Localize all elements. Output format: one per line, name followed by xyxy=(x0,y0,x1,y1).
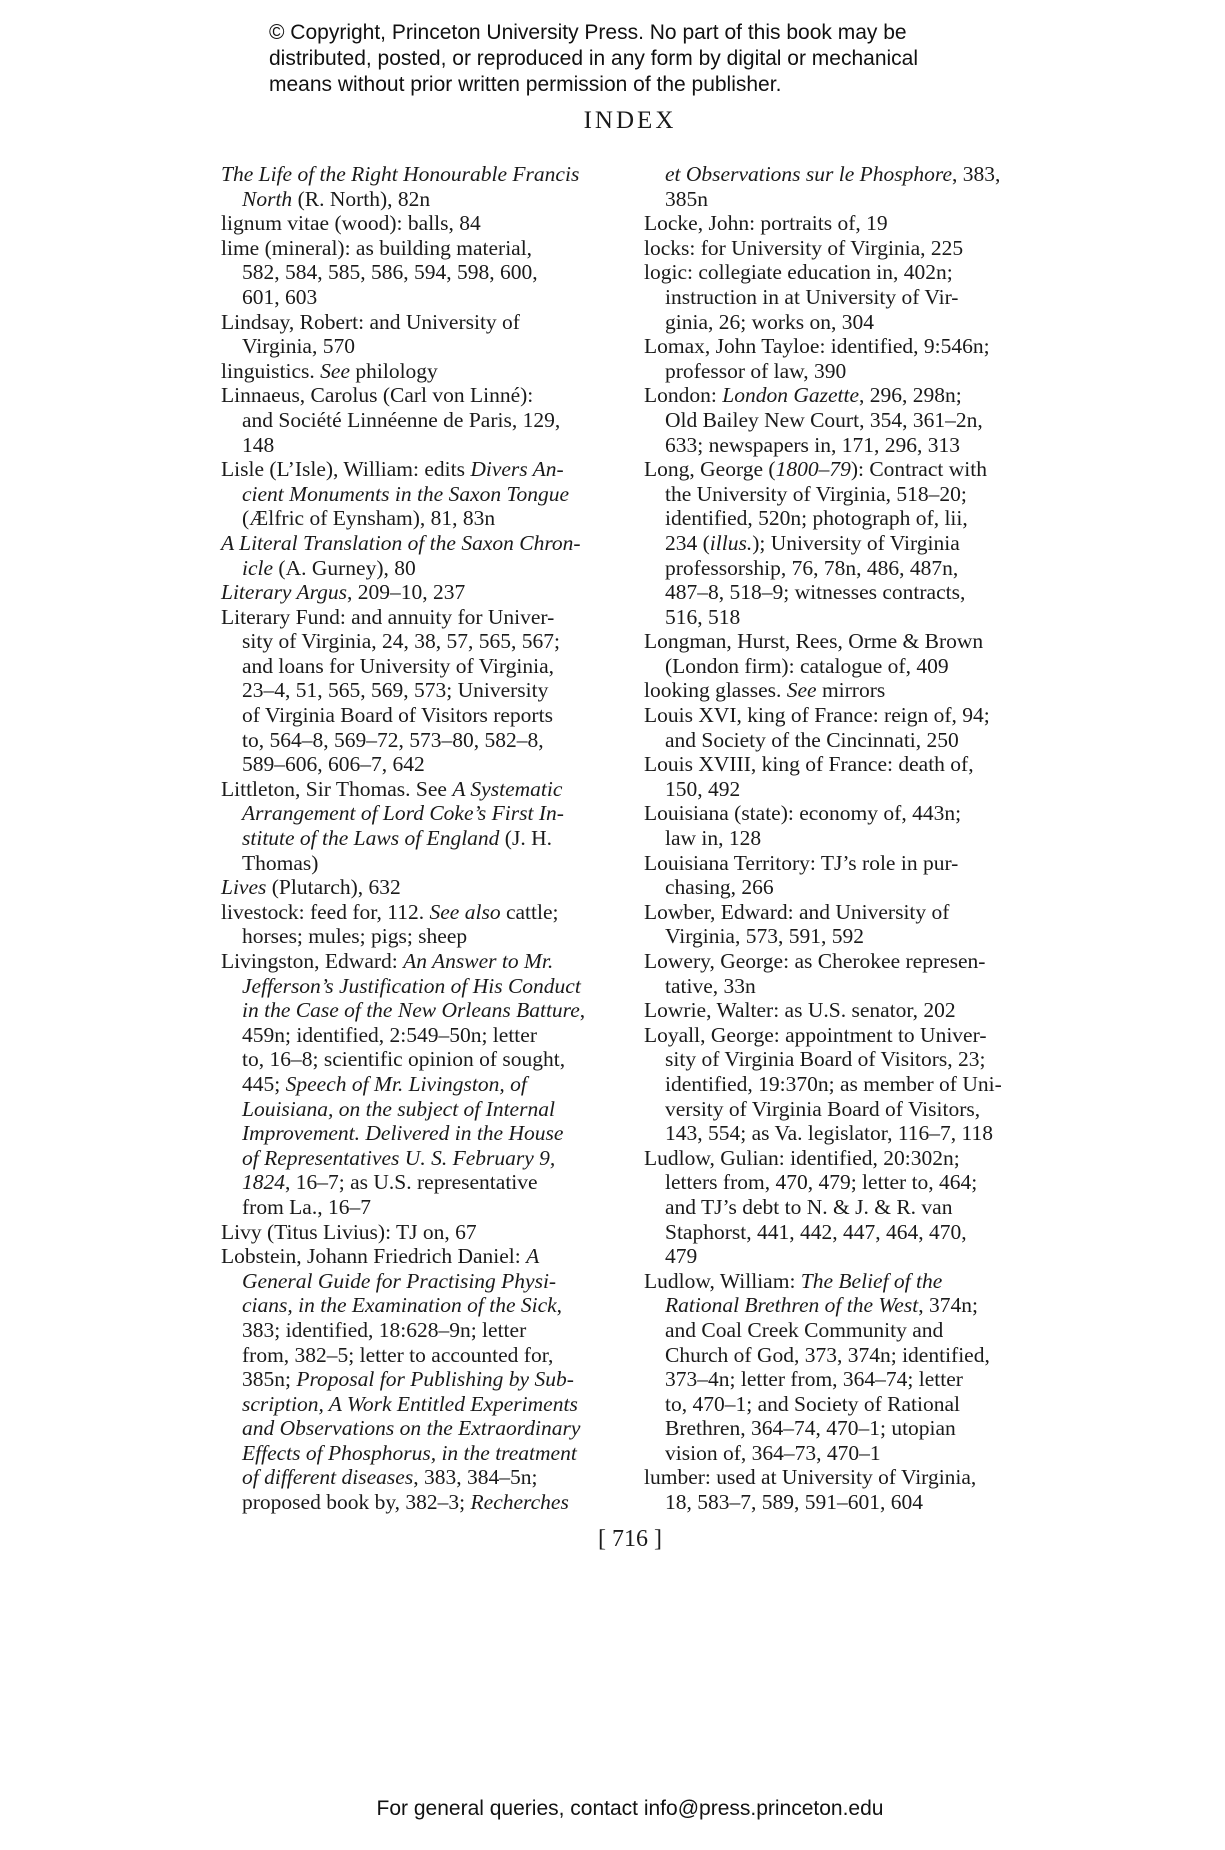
copyright-notice xyxy=(269,20,969,98)
index-line: 479 xyxy=(665,1244,698,1269)
index-line: The Life of the Right Honourable Francis xyxy=(221,162,580,186)
index-line: Long, George (1800–79): Contract with xyxy=(644,457,987,482)
index-line: Lowery, George: as Cherokee represen- xyxy=(644,949,986,973)
index-line: Louis XVIII, king of France: death of, xyxy=(644,752,974,777)
index-line: locks: for University of Virginia, 225 xyxy=(644,235,964,260)
index-line: scription, A Work Entitled Experiments xyxy=(242,1391,578,1416)
index-line: lignum vitae (wood): balls, 84 xyxy=(221,211,481,236)
index-line: sity of Virginia Board of Visitors, 23; xyxy=(665,1047,986,1072)
index-line: General Guide for Practising Physi- xyxy=(242,1268,557,1293)
index-column-right xyxy=(644,162,1064,1515)
index-line: of different diseases, 383, 384–5n; xyxy=(242,1465,538,1490)
index-line: 459n; identified, 2:549–50n; letter xyxy=(242,1022,537,1047)
index-line: Lives (Plutarch), 632 xyxy=(221,875,401,900)
index-line: lumber: used at University of Virginia, xyxy=(644,1465,977,1490)
index-line: and Société Linnéenne de Paris, 129, xyxy=(242,407,561,432)
index-line: to, 564–8, 569–72, 573–80, 582–8, xyxy=(242,727,544,752)
index-line: proposed book by, 382–3; Recherches xyxy=(242,1490,569,1515)
index-line: 589–606, 606–7, 642 xyxy=(242,752,425,777)
index-line: 234 (illus.); University of Virginia xyxy=(665,530,960,555)
index-line: Thomas) xyxy=(242,850,319,875)
index-line: versity of Virginia Board of Visitors, xyxy=(665,1096,981,1121)
index-line: Virginia, 570 xyxy=(242,334,355,359)
index-line: Literary Fund: and annuity for Univer- xyxy=(221,604,555,629)
index-line: Louis XVI, king of France: reign of, 94; xyxy=(644,703,990,728)
index-line: Brethren, 364–74, 470–1; utopian xyxy=(665,1416,956,1441)
index-line: (London firm): catalogue of, 409 xyxy=(665,653,949,678)
index-line: 23–4, 51, 565, 569, 573; University xyxy=(242,678,549,703)
index-line: Literary Argus, 209–10, 237 xyxy=(221,580,466,605)
index-line: Lobstein, Johann Friedrich Daniel: A xyxy=(221,1244,540,1269)
index-line: Loyall, George: appointment to Univer- xyxy=(644,1022,987,1047)
index-line: Louisiana, on the subject of Internal xyxy=(242,1096,555,1121)
index-line: 18, 583–7, 589, 591–601, 604 xyxy=(665,1490,923,1515)
index-line: horses; mules; pigs; sheep xyxy=(242,924,468,949)
page-heading: INDEX xyxy=(583,107,677,134)
index-line: 601, 603 xyxy=(242,284,318,309)
index-line: Lowrie, Walter: as U.S. senator, 202 xyxy=(644,998,956,1023)
index-line: from La., 16–7 xyxy=(242,1194,371,1219)
index-line: A Literal Translation of the Saxon Chron- xyxy=(221,530,581,555)
index-line: Louisiana (state): economy of, 443n; xyxy=(644,801,962,826)
index-line: North (R. North), 82n xyxy=(242,186,431,211)
index-line: logic: collegiate education in, 402n; xyxy=(644,260,953,285)
index-line: chasing, 266 xyxy=(665,875,774,900)
index-line: Longman, Hurst, Rees, Orme & Brown xyxy=(644,629,984,654)
index-line: icle (A. Gurney), 80 xyxy=(242,555,416,580)
index-line: Ludlow, Gulian: identified, 20:302n; xyxy=(644,1145,960,1170)
index-line: 633; newspapers in, 171, 296, 313 xyxy=(665,432,960,457)
index-line: to, 16–8; scientific opinion of sought, xyxy=(242,1047,566,1072)
index-line: Jefferson’s Justification of His Conduct xyxy=(242,973,581,998)
index-line: (Ælfric of Eynsham), 81, 83n xyxy=(242,506,496,531)
index-line: stitute of the Laws of England (J. H. xyxy=(242,826,552,851)
index-line: in the Case of the New Orleans Batture, xyxy=(242,998,586,1023)
index-line: and Coal Creek Community and xyxy=(665,1317,944,1342)
index-line: tative, 33n xyxy=(665,973,756,998)
index-line: Virginia, 573, 591, 592 xyxy=(665,924,864,949)
index-line: London: London Gazette, 296, 298n; xyxy=(644,383,962,408)
index-line: and Observations on the Extraordinary xyxy=(242,1416,581,1441)
index-column-left xyxy=(221,162,621,1515)
index-line: Arrangement of Lord Coke’s First In- xyxy=(242,801,564,826)
index-line: Rational Brethren of the West, 374n; xyxy=(665,1293,978,1318)
index-line: of Representatives U. S. February 9, xyxy=(242,1145,556,1170)
footer-contact: For general queries, contact info@press.princeton.edu xyxy=(376,1797,884,1820)
index-line: Improvement. Delivered in the House xyxy=(242,1121,564,1146)
index-line: Locke, John: portraits of, 19 xyxy=(644,211,888,236)
index-line: identified, 19:370n; as member of Uni- xyxy=(665,1071,1002,1096)
index-line: Lindsay, Robert: and University of xyxy=(221,309,520,334)
index-line: Linnaeus, Carolus (Carl von Linné): xyxy=(221,383,534,408)
index-line: identified, 520n; photograph of, lii, xyxy=(665,506,968,531)
index-line: vision of, 364–73, 470–1 xyxy=(665,1440,881,1465)
index-line: sity of Virginia, 24, 38, 57, 565, 567; xyxy=(242,629,561,654)
index-line: Effects of Phosphorus, in the treatment xyxy=(242,1440,577,1465)
index-line: linguistics. See philology xyxy=(221,358,438,383)
index-line: 385n; Proposal for Publishing by Sub- xyxy=(242,1367,574,1392)
index-line: 373–4n; letter from, 364–74; letter xyxy=(665,1367,963,1392)
copyright-line: means without prior written permission of the publisher. xyxy=(269,73,782,96)
index-line: from, 382–5; letter to accounted for, xyxy=(242,1342,554,1367)
index-line: looking glasses. See mirrors xyxy=(644,678,886,703)
index-line: livestock: feed for, 112. See also cattle; xyxy=(221,899,559,924)
copyright-line: © Copyright, Princeton University Press. No part of this book may be xyxy=(269,21,907,44)
index-line: and TJ’s debt to N. & J. & R. van xyxy=(665,1194,953,1219)
index-line: Livy (Titus Livius): TJ on, 67 xyxy=(221,1219,477,1244)
index-line: cient Monuments in the Saxon Tongue xyxy=(242,481,570,506)
index-line: cians, in the Examination of the Sick, xyxy=(242,1293,563,1318)
index-line: Staphorst, 441, 442, 447, 464, 470, xyxy=(665,1219,967,1244)
page-number: [ 716 ] xyxy=(598,1526,662,1552)
index-line: professorship, 76, 78n, 486, 487n, xyxy=(665,555,959,580)
index-line: of Virginia Board of Visitors reports xyxy=(242,703,553,728)
index-line: 150, 492 xyxy=(665,776,741,801)
index-line: Lowber, Edward: and University of xyxy=(644,899,950,924)
index-line: Livingston, Edward: An Answer to Mr. xyxy=(221,949,554,973)
index-line: Littleton, Sir Thomas. See A Systematic xyxy=(221,776,563,801)
index-line: the University of Virginia, 518–20; xyxy=(665,481,967,506)
index-line: lime (mineral): as building material, xyxy=(221,235,533,260)
index-line: 1824, 16–7; as U.S. representative xyxy=(242,1170,538,1195)
index-line: et Observations sur le Phosphore, 383, xyxy=(665,162,1001,186)
copyright-line: distributed, posted, or reproduced in any form by digital or mechanical xyxy=(269,47,919,70)
index-line: Lomax, John Tayloe: identified, 9:546n; xyxy=(644,334,990,359)
index-line: professor of law, 390 xyxy=(665,358,847,383)
index-line: Ludlow, William: The Belief of the xyxy=(644,1268,943,1293)
index-line: 582, 584, 585, 586, 594, 598, 600, xyxy=(242,260,538,285)
index-line: Louisiana Territory: TJ’s role in pur- xyxy=(644,850,959,875)
index-line: and loans for University of Virginia, xyxy=(242,653,555,678)
index-line: 385n xyxy=(665,186,708,211)
index-line: ginia, 26; works on, 304 xyxy=(665,309,875,334)
index-line: 487–8, 518–9; witnesses contracts, xyxy=(665,580,966,605)
index-line: 445; Speech of Mr. Livingston, of xyxy=(242,1071,527,1096)
index-line: 383; identified, 18:628–9n; letter xyxy=(242,1317,527,1342)
index-line: 148 xyxy=(242,432,275,457)
index-line: letters from, 470, 479; letter to, 464; xyxy=(665,1170,978,1195)
index-line: Lisle (L’Isle), William: edits Divers An- xyxy=(221,457,564,482)
index-line: instruction in at University of Vir- xyxy=(665,284,959,309)
index-line: Church of God, 373, 374n; identified, xyxy=(665,1342,990,1367)
index-line: and Society of the Cincinnati, 250 xyxy=(665,727,959,752)
index-line: Old Bailey New Court, 354, 361–2n, xyxy=(665,407,983,432)
index-line: law in, 128 xyxy=(665,826,762,851)
index-line: 516, 518 xyxy=(665,604,741,629)
index-line: to, 470–1; and Society of Rational xyxy=(665,1391,960,1416)
index-line: 143, 554; as Va. legislator, 116–7, 118 xyxy=(665,1121,993,1146)
